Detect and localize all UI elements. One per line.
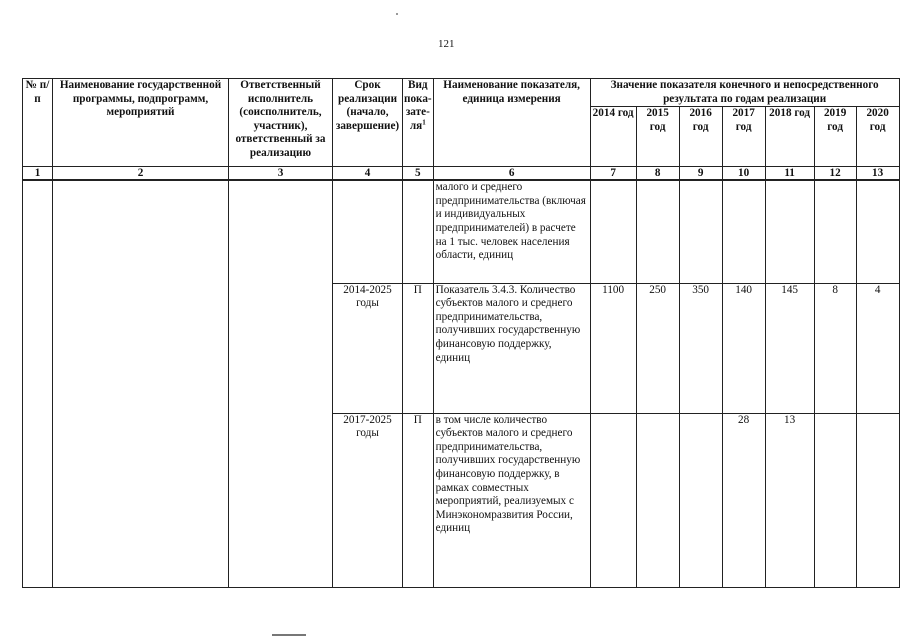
header-year: 2020 год: [856, 107, 899, 167]
cell-value: 1100: [590, 283, 636, 413]
column-number: 7: [590, 167, 636, 181]
header-year: 2018 год: [765, 107, 814, 167]
header-responsible: Ответственный исполнитель (соисполнитель, участник), ответственный за реализацию: [229, 79, 333, 167]
cell-value: [590, 180, 636, 283]
header-values-group: Значение показателя конечного и непосредственного результата по годам реализации: [590, 79, 899, 107]
scan-artifact-line: [272, 634, 306, 636]
cell-value: 145: [765, 283, 814, 413]
page-number: 121: [438, 38, 455, 50]
cell-value: [765, 180, 814, 283]
header-year: 2016 год: [679, 107, 722, 167]
cell-value: [636, 180, 679, 283]
cell-value: [679, 180, 722, 283]
indicators-table: [22, 78, 900, 588]
cell-term: 2017-2025 годы: [333, 413, 403, 587]
cell-value: [590, 413, 636, 587]
cell-indicator-type: [403, 180, 434, 283]
cell-value: [856, 413, 899, 587]
header-indicator-type: [403, 79, 434, 167]
column-number: 2: [53, 167, 229, 181]
cell-indicator-type: П: [403, 283, 434, 413]
column-number: 1: [23, 167, 53, 181]
cell-indicator-type: П: [403, 413, 434, 587]
cell-value: 350: [679, 283, 722, 413]
header-term: Срок реализации (начало, завершение): [333, 79, 403, 167]
scan-artifact-dot: [396, 13, 398, 15]
column-number: 8: [636, 167, 679, 181]
cell-value: 13: [765, 413, 814, 587]
header-indicator-name: Наименование показателя, единица измерения: [433, 79, 590, 167]
header-number: № п/п: [23, 79, 53, 167]
cell-value: 250: [636, 283, 679, 413]
header-year: 2017 год: [722, 107, 765, 167]
column-number: 6: [433, 167, 590, 181]
cell-indicator-name: в том числе количество субъектов малого и среднего предпринимательства, получивших государственную финансовую поддержку, в рамках совместных мероприятий, реализуемых с Минэкономразвития России, единиц: [433, 413, 590, 587]
cell-indicator-name: Показатель 3.4.3. Количество субъектов малого и среднего предпринимательства, получивших государственную финансовую поддержку, единиц: [433, 283, 590, 413]
cell-value: 28: [722, 413, 765, 587]
cell-value: [722, 180, 765, 283]
cell-value: 8: [814, 283, 856, 413]
header-program-name: Наименование государственной программы, подпрограмм, мероприятий: [53, 79, 229, 167]
cell-value: 4: [856, 283, 899, 413]
cell-value: [814, 413, 856, 587]
column-number: 11: [765, 167, 814, 181]
cell-value: [636, 413, 679, 587]
header-indicator-type-label: Вид пока-зате-ля: [404, 79, 432, 132]
column-number: 4: [333, 167, 403, 181]
column-number: 5: [403, 167, 434, 181]
cell-term: 2014-2025 годы: [333, 283, 403, 413]
cell-value: [814, 180, 856, 283]
column-number: 12: [814, 167, 856, 181]
cell-value: 140: [722, 283, 765, 413]
cell-responsible: [229, 180, 333, 587]
cell-value: [856, 180, 899, 283]
header-year: 2015 год: [636, 107, 679, 167]
cell-term: [333, 180, 403, 283]
header-year: 2014 год: [590, 107, 636, 167]
column-number: 10: [722, 167, 765, 181]
footnote-mark: 1: [422, 118, 426, 127]
header-year: 2019 год: [814, 107, 856, 167]
column-number: 13: [856, 167, 899, 181]
cell-number: [23, 180, 53, 587]
column-number: 3: [229, 167, 333, 181]
cell-value: [679, 413, 722, 587]
table-row: [23, 180, 900, 283]
cell-program-name: [53, 180, 229, 587]
column-number: 9: [679, 167, 722, 181]
cell-indicator-name: малого и среднего предпринимательства (включая и индивидуальных предпринимателей) в расчете на 1 тыс. человек населения области, единиц: [433, 180, 590, 283]
